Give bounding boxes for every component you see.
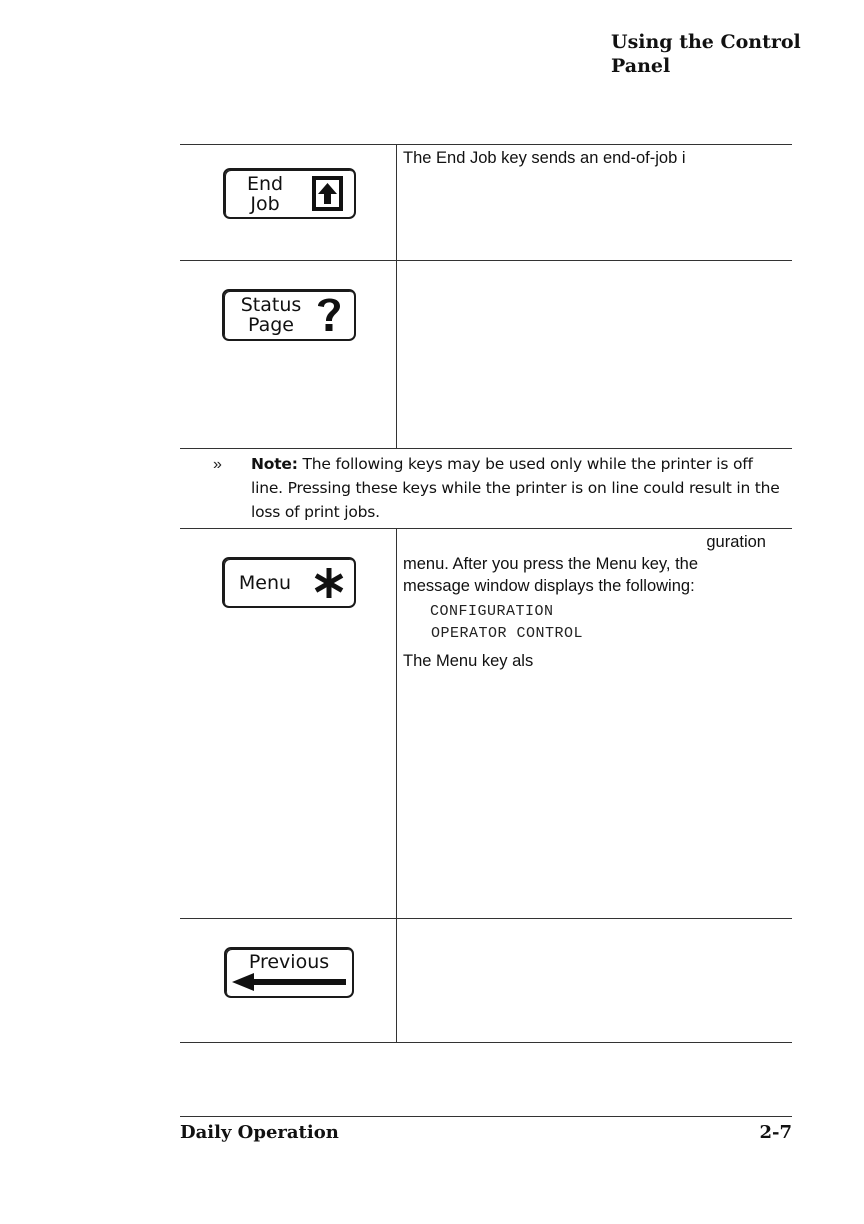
end-job-description: The End Job key sends an end-of-job i xyxy=(403,149,686,167)
page-number: 2-7 xyxy=(759,1122,792,1143)
status-page-key-line2: Page xyxy=(248,314,294,336)
footer-rule xyxy=(180,1116,792,1117)
status-page-key-line1: Status xyxy=(240,294,302,316)
menu-description-tail: The Menu key als xyxy=(403,652,534,670)
table-column-divider xyxy=(396,144,397,448)
display-line-1: CONFIGURATION xyxy=(430,603,554,620)
left-arrow-icon xyxy=(232,973,346,991)
table-rule xyxy=(180,448,792,449)
table-rule xyxy=(180,528,792,529)
running-header: Using the Control Panel xyxy=(611,31,801,77)
question-mark-icon xyxy=(314,294,344,334)
up-arrow-icon xyxy=(311,175,344,212)
menu-description-line2: message window displays the following: xyxy=(403,577,695,595)
table-rule xyxy=(180,918,792,919)
display-line-2: OPERATOR CONTROL xyxy=(431,625,584,642)
footer-section: Daily Operation xyxy=(180,1122,339,1143)
menu-key-label: Menu xyxy=(238,572,292,594)
end-job-key-line2: Job xyxy=(250,193,280,215)
note xyxy=(251,452,786,524)
table-rule xyxy=(180,260,792,261)
table-column-divider xyxy=(396,528,397,1042)
table-rule xyxy=(180,144,792,145)
previous-key-label: Previous xyxy=(248,951,330,973)
note-label: Note: xyxy=(251,455,298,473)
menu-description-fragment: guration xyxy=(706,533,766,551)
table-rule xyxy=(180,1042,792,1043)
menu-key xyxy=(222,557,356,608)
asterisk-icon xyxy=(312,566,346,600)
end-job-key-line1: End xyxy=(246,173,284,195)
previous-key xyxy=(224,947,354,998)
note-marker: » xyxy=(213,456,222,473)
menu-description-line1: menu. After you press the Menu key, the xyxy=(403,555,699,573)
note-text: The following keys may be used only while the printer is off line. Pressing these keys while the printer is on line could result in the loss of print jobs. xyxy=(251,455,780,521)
end-job-key xyxy=(223,168,356,219)
status-page-key xyxy=(222,289,356,341)
